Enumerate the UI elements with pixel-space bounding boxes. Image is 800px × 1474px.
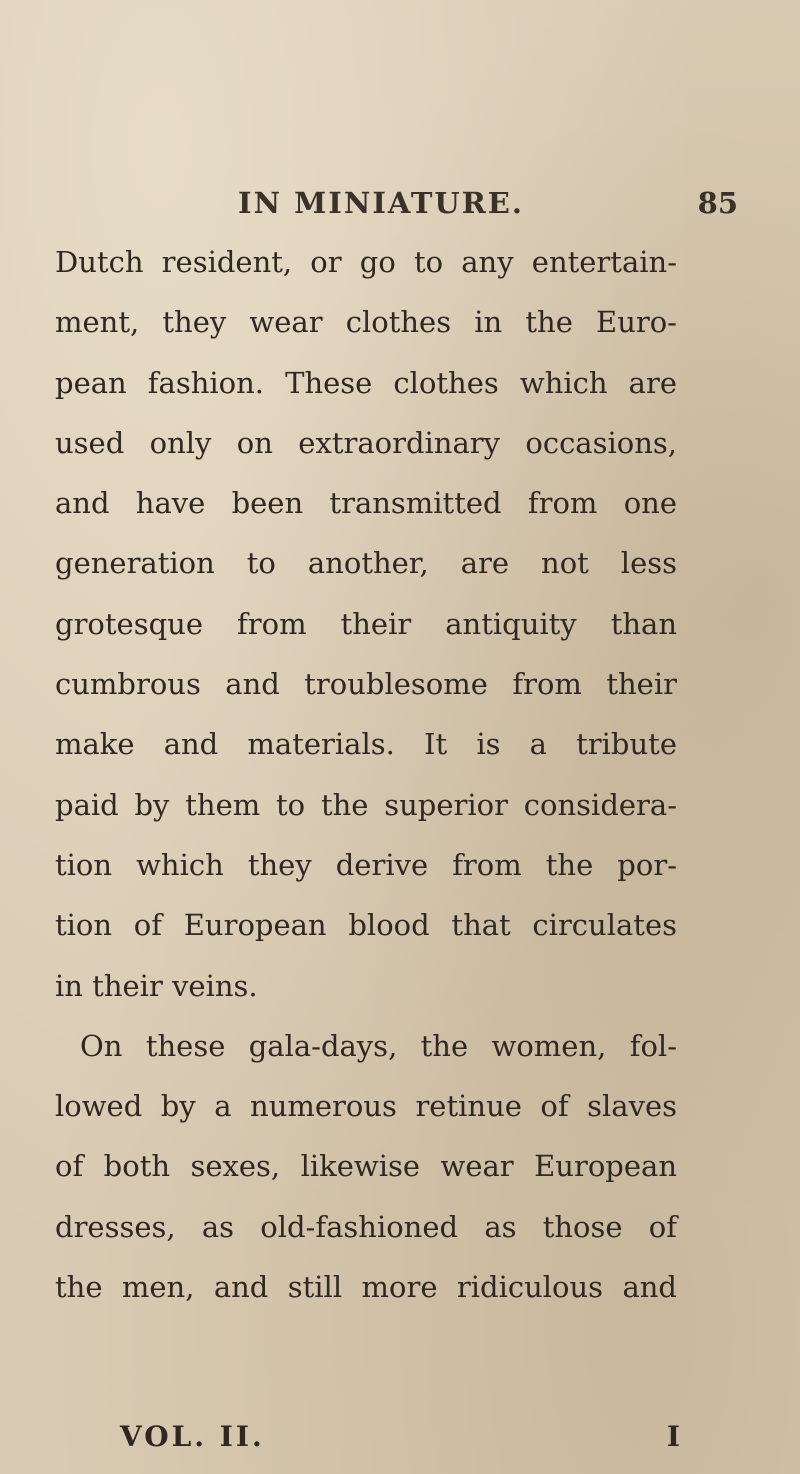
- running-title: IN MINIATURE.: [238, 186, 524, 220]
- text-line: tion which they derive from the por-: [55, 847, 677, 882]
- text-line: pean fashion. These clothes which are: [55, 365, 677, 400]
- text-line: Dutch resident, or go to any entertain-: [55, 245, 677, 279]
- running-head: [238, 186, 738, 226]
- text-line: make and materials. It is a tribute: [55, 727, 677, 762]
- text-line: ment, they wear clothes in the Euro-: [55, 305, 677, 340]
- body-text: [55, 232, 677, 1317]
- text-line: used only on extraordinary occasions,: [55, 425, 677, 460]
- text-line: cumbrous and troublesome from their: [55, 667, 677, 702]
- text-line: paid by them to the superior considera-: [55, 787, 677, 822]
- text-line: the men, and still more ridiculous and: [55, 1270, 677, 1305]
- text-line: in their veins.: [55, 968, 258, 1003]
- volume-signature: VOL. II.: [120, 1420, 265, 1453]
- text-line: lowed by a numerous retinue of slaves: [55, 1089, 677, 1124]
- text-line: and have been transmitted from one: [55, 486, 677, 521]
- sheet-mark: I: [666, 1420, 680, 1453]
- text-line: grotesque from their antiquity than: [55, 606, 677, 641]
- page-footer: [120, 1420, 680, 1460]
- text-line: On these gala-days, the women, fol-: [80, 1028, 677, 1063]
- text-line: of both sexes, likewise wear European: [55, 1149, 677, 1184]
- text-line: generation to another, are not less: [55, 546, 677, 581]
- text-line: tion of European blood that circulates: [55, 908, 677, 943]
- text-line: dresses, as old-fashioned as those of: [55, 1209, 677, 1244]
- page-number: 85: [697, 186, 738, 220]
